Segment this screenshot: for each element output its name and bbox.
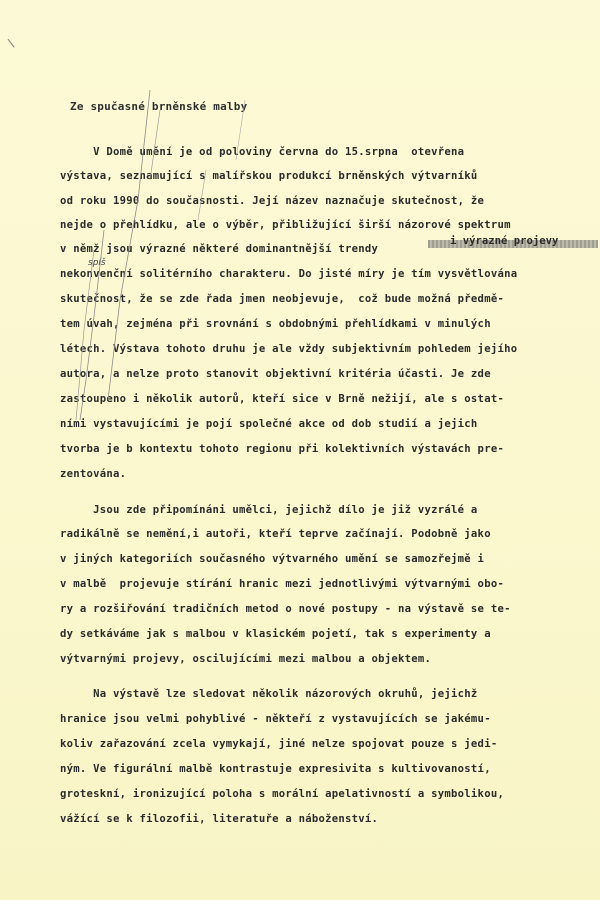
- text-line-16: radikálně se nemění,i autoři, kteří teprve začínají. Podobně jako: [60, 528, 491, 540]
- typed-insertion: i výrazné projevy: [450, 235, 559, 247]
- text-line-15: Jsou zde připomínáni umělci, jejichž dílo je již vyzrálé a: [60, 504, 478, 516]
- text-line-3: od roku 1990 do současnosti. Její název naznačuje skutečnost, že: [60, 195, 485, 207]
- text-line-14: zentována.: [60, 468, 127, 480]
- text-line-20: dy setkáváme jak s malbou v klasickém pojetí, tak s experimenty a: [60, 628, 491, 640]
- text-line-24: koliv zařazování zcela vymykají, jiné nelze spojovat pouze s jedi-: [60, 738, 498, 750]
- text-line-1: V Domě umění je od poloviny června do 15.srpna otevřena: [60, 146, 465, 158]
- text-line-26: groteskní, ironizující poloha s morální apelativností a symbolikou,: [60, 788, 505, 800]
- text-line-8: tem úvah, zejména při srovnání s obdobnými přehlídkami v minulých: [60, 318, 491, 330]
- text-line-2: výstava, seznamující s malířskou produkcí brněnských výtvarníků: [60, 170, 478, 182]
- corner-pencil-mark: \: [6, 35, 16, 51]
- text-line-10: autora, a nelze proto stanovit objektivní kritéria účasti. Je zde: [60, 368, 491, 380]
- text-line-25: ným. Ve figurální malbě kontrastuje expresivita s kultivovaností,: [60, 763, 491, 775]
- handwritten-note: spíš: [88, 258, 106, 268]
- text-line-27: vážící se k filozofii, literatuře a náboženství.: [60, 813, 379, 825]
- text-line-6: nekonvenční solitérního charakteru. Do jisté míry je tím vysvětlována: [60, 268, 518, 280]
- text-line-21: výtvarnými projevy, oscilujícími mezi malbou a objektem.: [60, 653, 432, 665]
- page-title: Ze spučasné brněnské malby: [70, 100, 248, 113]
- text-line-22: Na výstavě lze sledovat několik názorových okruhů, jejichž: [60, 688, 478, 700]
- text-line-9: létech. Výstava tohoto druhu je ale vždy subjektivním pohledem jejího: [60, 343, 518, 355]
- text-line-13: tvorba je b kontextu tohoto regionu při kolektivních výstavách pre-: [60, 443, 505, 455]
- text-line-23: hranice jsou velmi pohyblivé - někteří z vystavujících se jakému-: [60, 713, 491, 725]
- text-line-19: ry a rozšiřování tradičních metod o nové postupy - na výstavě se te-: [60, 603, 511, 615]
- text-line-11: zastoupeno i několik autorů, kteří sice v Brně nežijí, ale s ostat-: [60, 393, 505, 405]
- text-line-17: v jiných kategoriích současného výtvarného umění se samozřejmě i: [60, 553, 485, 565]
- text-line-7: skutečnost, že se zde řada jmen neobjevuje, což bude možná předmě-: [60, 293, 505, 305]
- text-line-4: nejde o přehlídku, ale o výběr, přibližující širší názorové spektrum: [60, 219, 511, 231]
- text-line-18: v malbě projevuje stírání hranic mezi jednotlivými výtvarnými obo-: [60, 578, 505, 590]
- text-line-5: v němž jsou výrazné některé dominantnější trendy: [60, 243, 379, 255]
- text-line-12: ními vystavujícími je pojí společné akce od dob studií a jejich: [60, 418, 478, 430]
